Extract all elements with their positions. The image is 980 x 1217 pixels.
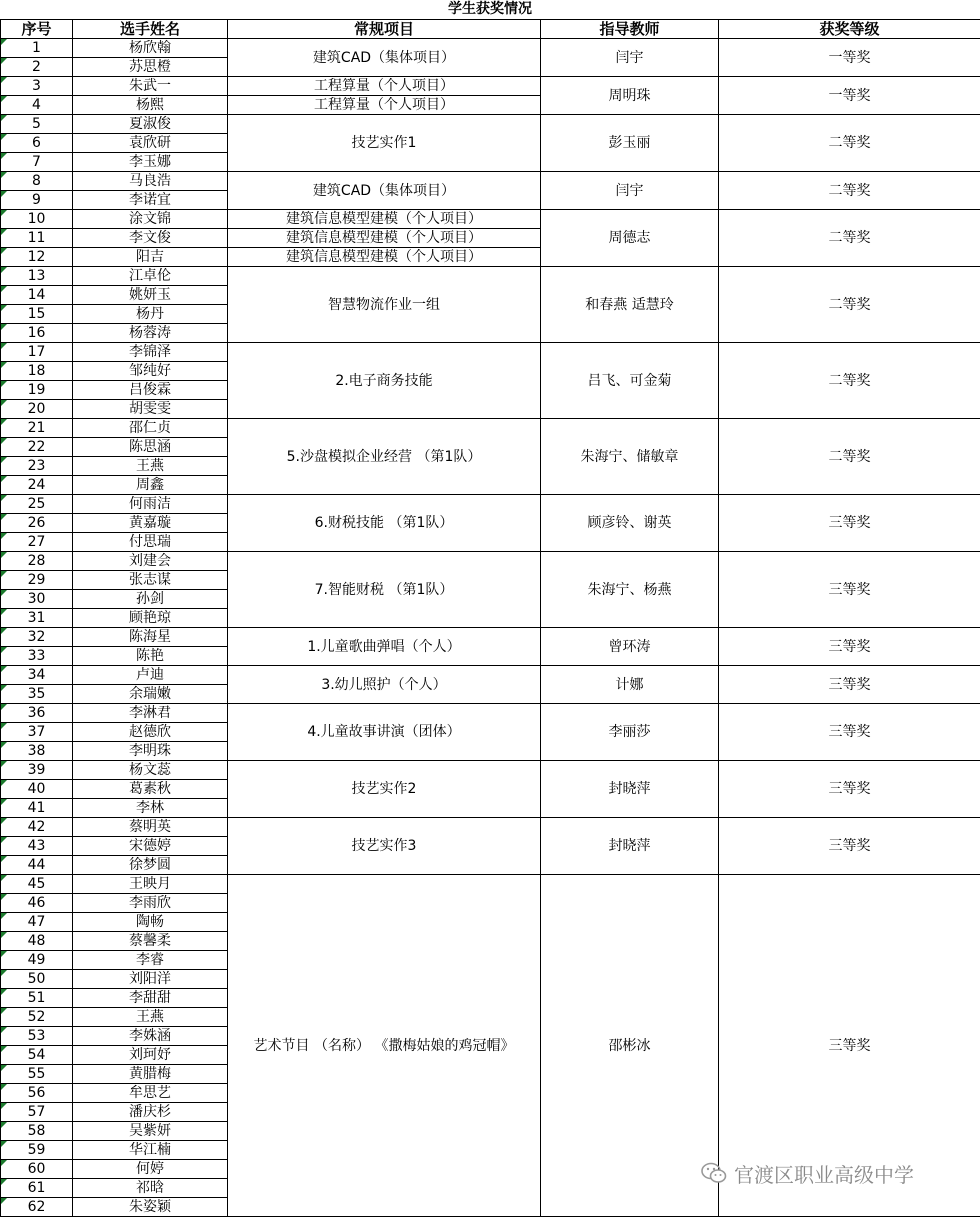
student-name: 张志谋 xyxy=(73,571,228,590)
student-name: 杨欣翰 xyxy=(73,39,228,58)
project-cell: 技艺实作3 xyxy=(228,818,541,875)
award-cell: 二等奖 xyxy=(719,115,980,172)
watermark-text: 官渡区职业高级中学 xyxy=(734,1159,914,1188)
student-name: 李玉娜 xyxy=(73,153,228,172)
teacher-cell: 封晓萍 xyxy=(541,818,719,875)
row-number: 18 xyxy=(1,362,73,381)
student-name: 李淋君 xyxy=(73,704,228,723)
page-title: 学生获奖情况 xyxy=(0,0,980,19)
student-name: 余瑞嫩 xyxy=(73,685,228,704)
teacher-cell: 彭玉丽 xyxy=(541,115,719,172)
table-row xyxy=(1,172,980,191)
row-number: 22 xyxy=(1,438,73,457)
row-number: 15 xyxy=(1,305,73,324)
row-number: 6 xyxy=(1,134,73,153)
project-cell: 建筑CAD（集体项目） xyxy=(228,172,541,210)
student-name: 李锦泽 xyxy=(73,343,228,362)
student-name: 李雨欣 xyxy=(73,894,228,913)
table-row xyxy=(1,666,980,685)
teacher-cell: 李丽莎 xyxy=(541,704,719,761)
student-name: 付思瑞 xyxy=(73,533,228,552)
student-name: 姚妍玉 xyxy=(73,286,228,305)
student-name: 陶畅 xyxy=(73,913,228,932)
student-name: 朱姿颖 xyxy=(73,1198,228,1217)
row-number: 10 xyxy=(1,210,73,229)
table-row xyxy=(1,343,980,362)
teacher-cell: 闫宇 xyxy=(541,172,719,210)
project-cell: 工程算量（个人项目） xyxy=(228,77,541,96)
wechat-icon xyxy=(700,1161,728,1185)
row-number: 54 xyxy=(1,1046,73,1065)
student-name: 潘庆杉 xyxy=(73,1103,228,1122)
table-body xyxy=(1,39,980,1217)
row-number: 39 xyxy=(1,761,73,780)
student-name: 杨丹 xyxy=(73,305,228,324)
student-name: 马良浩 xyxy=(73,172,228,191)
teacher-cell: 曾环涛 xyxy=(541,628,719,666)
student-name: 黄嘉璇 xyxy=(73,514,228,533)
award-cell: 三等奖 xyxy=(719,628,980,666)
row-number: 13 xyxy=(1,267,73,286)
row-number: 34 xyxy=(1,666,73,685)
table-row xyxy=(1,77,980,96)
row-number: 45 xyxy=(1,875,73,894)
student-name: 祁晗 xyxy=(73,1179,228,1198)
row-number: 43 xyxy=(1,837,73,856)
row-number: 41 xyxy=(1,799,73,818)
student-name: 王燕 xyxy=(73,457,228,476)
row-number: 1 xyxy=(1,39,73,58)
row-number: 8 xyxy=(1,172,73,191)
table-row xyxy=(1,495,980,514)
project-cell: 建筑信息模型建模（个人项目） xyxy=(228,248,541,267)
student-name: 朱武一 xyxy=(73,77,228,96)
teacher-cell: 闫宇 xyxy=(541,39,719,77)
award-cell: 三等奖 xyxy=(719,761,980,818)
row-number: 49 xyxy=(1,951,73,970)
row-number: 17 xyxy=(1,343,73,362)
award-cell: 三等奖 xyxy=(719,818,980,875)
row-number: 2 xyxy=(1,58,73,77)
row-number: 62 xyxy=(1,1198,73,1217)
teacher-cell: 计娜 xyxy=(541,666,719,704)
award-cell: 三等奖 xyxy=(719,875,980,1217)
student-name: 周鑫 xyxy=(73,476,228,495)
teacher-cell: 顾彦铃、谢英 xyxy=(541,495,719,552)
student-name: 卢迪 xyxy=(73,666,228,685)
student-name: 李诺宜 xyxy=(73,191,228,210)
project-cell: 建筑信息模型建模（个人项目） xyxy=(228,229,541,248)
student-name: 吴紫妍 xyxy=(73,1122,228,1141)
row-number: 55 xyxy=(1,1065,73,1084)
award-cell: 三等奖 xyxy=(719,666,980,704)
row-number: 57 xyxy=(1,1103,73,1122)
teacher-cell: 邵彬冰 xyxy=(541,875,719,1217)
project-cell: 3.幼儿照护（个人） xyxy=(228,666,541,704)
table-row xyxy=(1,761,980,780)
row-number: 50 xyxy=(1,970,73,989)
student-name: 杨蓉涛 xyxy=(73,324,228,343)
row-number: 53 xyxy=(1,1027,73,1046)
award-cell: 三等奖 xyxy=(719,704,980,761)
project-cell: 2.电子商务技能 xyxy=(228,343,541,419)
teacher-cell: 周明珠 xyxy=(541,77,719,115)
header-row xyxy=(1,20,980,39)
row-number: 32 xyxy=(1,628,73,647)
student-name: 李明珠 xyxy=(73,742,228,761)
table-row xyxy=(1,115,980,134)
award-cell: 三等奖 xyxy=(719,552,980,628)
award-cell: 三等奖 xyxy=(719,495,980,552)
row-number: 59 xyxy=(1,1141,73,1160)
student-name: 华江楠 xyxy=(73,1141,228,1160)
project-cell: 5.沙盘模拟企业经营 （第1队） xyxy=(228,419,541,495)
award-cell: 二等奖 xyxy=(719,210,980,267)
student-name: 李睿 xyxy=(73,951,228,970)
student-name: 刘建会 xyxy=(73,552,228,571)
award-cell: 一等奖 xyxy=(719,77,980,115)
row-number: 52 xyxy=(1,1008,73,1027)
student-name: 邹纯好 xyxy=(73,362,228,381)
table-row xyxy=(1,39,980,58)
project-cell: 技艺实作1 xyxy=(228,115,541,172)
project-cell: 建筑信息模型建模（个人项目） xyxy=(228,210,541,229)
row-number: 44 xyxy=(1,856,73,875)
row-number: 31 xyxy=(1,609,73,628)
student-name: 陈海星 xyxy=(73,628,228,647)
project-cell: 智慧物流作业一组 xyxy=(228,267,541,343)
student-name: 刘阳洋 xyxy=(73,970,228,989)
student-name: 阳吉 xyxy=(73,248,228,267)
teacher-cell: 封晓萍 xyxy=(541,761,719,818)
award-cell: 二等奖 xyxy=(719,172,980,210)
teacher-cell: 周德志 xyxy=(541,210,719,267)
student-name: 陈艳 xyxy=(73,647,228,666)
row-number: 40 xyxy=(1,780,73,799)
student-name: 李姝涵 xyxy=(73,1027,228,1046)
project-cell: 技艺实作2 xyxy=(228,761,541,818)
header-no: 序号 xyxy=(1,20,73,39)
student-name: 孙剑 xyxy=(73,590,228,609)
award-cell: 二等奖 xyxy=(719,343,980,419)
student-name: 陈思涵 xyxy=(73,438,228,457)
student-name: 王燕 xyxy=(73,1008,228,1027)
row-number: 5 xyxy=(1,115,73,134)
teacher-cell: 吕飞、可金菊 xyxy=(541,343,719,419)
student-name: 刘珂妤 xyxy=(73,1046,228,1065)
row-number: 11 xyxy=(1,229,73,248)
table-row xyxy=(1,875,980,894)
student-name: 徐梦圆 xyxy=(73,856,228,875)
row-number: 28 xyxy=(1,552,73,571)
student-name: 赵德欣 xyxy=(73,723,228,742)
row-number: 19 xyxy=(1,381,73,400)
student-name: 何婷 xyxy=(73,1160,228,1179)
row-number: 7 xyxy=(1,153,73,172)
student-name: 杨文蕊 xyxy=(73,761,228,780)
table-row xyxy=(1,704,980,723)
student-name: 顾艳琼 xyxy=(73,609,228,628)
row-number: 20 xyxy=(1,400,73,419)
awards-table xyxy=(0,19,980,1217)
teacher-cell: 朱海宁、储敏章 xyxy=(541,419,719,495)
row-number: 12 xyxy=(1,248,73,267)
student-name: 吕俊霖 xyxy=(73,381,228,400)
header-award: 获奖等级 xyxy=(719,20,980,39)
row-number: 9 xyxy=(1,191,73,210)
student-name: 杨熙 xyxy=(73,96,228,115)
student-name: 涂文锦 xyxy=(73,210,228,229)
row-number: 37 xyxy=(1,723,73,742)
table-row xyxy=(1,818,980,837)
row-number: 24 xyxy=(1,476,73,495)
row-number: 36 xyxy=(1,704,73,723)
row-number: 61 xyxy=(1,1179,73,1198)
row-number: 38 xyxy=(1,742,73,761)
table-row xyxy=(1,267,980,286)
student-name: 李文俊 xyxy=(73,229,228,248)
teacher-cell: 和春燕 适慧玲 xyxy=(541,267,719,343)
student-name: 袁欣研 xyxy=(73,134,228,153)
row-number: 51 xyxy=(1,989,73,1008)
project-cell: 艺术节目 （名称） 《撒梅姑娘的鸡冠帽》 xyxy=(228,875,541,1217)
row-number: 14 xyxy=(1,286,73,305)
row-number: 21 xyxy=(1,419,73,438)
row-number: 16 xyxy=(1,324,73,343)
project-cell: 4.儿童故事讲演（团体） xyxy=(228,704,541,761)
student-name: 夏淑俊 xyxy=(73,115,228,134)
student-name: 宋德婷 xyxy=(73,837,228,856)
student-name: 苏思橙 xyxy=(73,58,228,77)
table-row xyxy=(1,210,980,229)
row-number: 58 xyxy=(1,1122,73,1141)
table-row xyxy=(1,552,980,571)
student-name: 胡雯雯 xyxy=(73,400,228,419)
row-number: 46 xyxy=(1,894,73,913)
award-cell: 一等奖 xyxy=(719,39,980,77)
row-number: 35 xyxy=(1,685,73,704)
student-name: 蔡明英 xyxy=(73,818,228,837)
header-name: 选手姓名 xyxy=(73,20,228,39)
row-number: 25 xyxy=(1,495,73,514)
row-number: 23 xyxy=(1,457,73,476)
row-number: 26 xyxy=(1,514,73,533)
table-row xyxy=(1,419,980,438)
student-name: 葛素秋 xyxy=(73,780,228,799)
project-cell: 7.智能财税 （第1队） xyxy=(228,552,541,628)
student-name: 黄腊梅 xyxy=(73,1065,228,1084)
student-name: 王映月 xyxy=(73,875,228,894)
project-cell: 工程算量（个人项目） xyxy=(228,96,541,115)
student-name: 蔡馨柔 xyxy=(73,932,228,951)
project-cell: 1.儿童歌曲弹唱（个人） xyxy=(228,628,541,666)
row-number: 27 xyxy=(1,533,73,552)
row-number: 3 xyxy=(1,77,73,96)
teacher-cell: 朱海宁、杨燕 xyxy=(541,552,719,628)
row-number: 29 xyxy=(1,571,73,590)
student-name: 邵仁贞 xyxy=(73,419,228,438)
row-number: 60 xyxy=(1,1160,73,1179)
award-cell: 二等奖 xyxy=(719,267,980,343)
student-name: 江卓伦 xyxy=(73,267,228,286)
project-cell: 建筑CAD（集体项目） xyxy=(228,39,541,77)
student-name: 李林 xyxy=(73,799,228,818)
row-number: 33 xyxy=(1,647,73,666)
header-project: 常规项目 xyxy=(228,20,541,39)
header-teacher: 指导教师 xyxy=(541,20,719,39)
row-number: 4 xyxy=(1,96,73,115)
table-row xyxy=(1,628,980,647)
row-number: 48 xyxy=(1,932,73,951)
student-name: 李甜甜 xyxy=(73,989,228,1008)
watermark xyxy=(700,1160,914,1186)
award-cell: 二等奖 xyxy=(719,419,980,495)
row-number: 56 xyxy=(1,1084,73,1103)
project-cell: 6.财税技能 （第1队） xyxy=(228,495,541,552)
row-number: 30 xyxy=(1,590,73,609)
student-name: 牟思艺 xyxy=(73,1084,228,1103)
row-number: 47 xyxy=(1,913,73,932)
row-number: 42 xyxy=(1,818,73,837)
student-name: 何雨洁 xyxy=(73,495,228,514)
